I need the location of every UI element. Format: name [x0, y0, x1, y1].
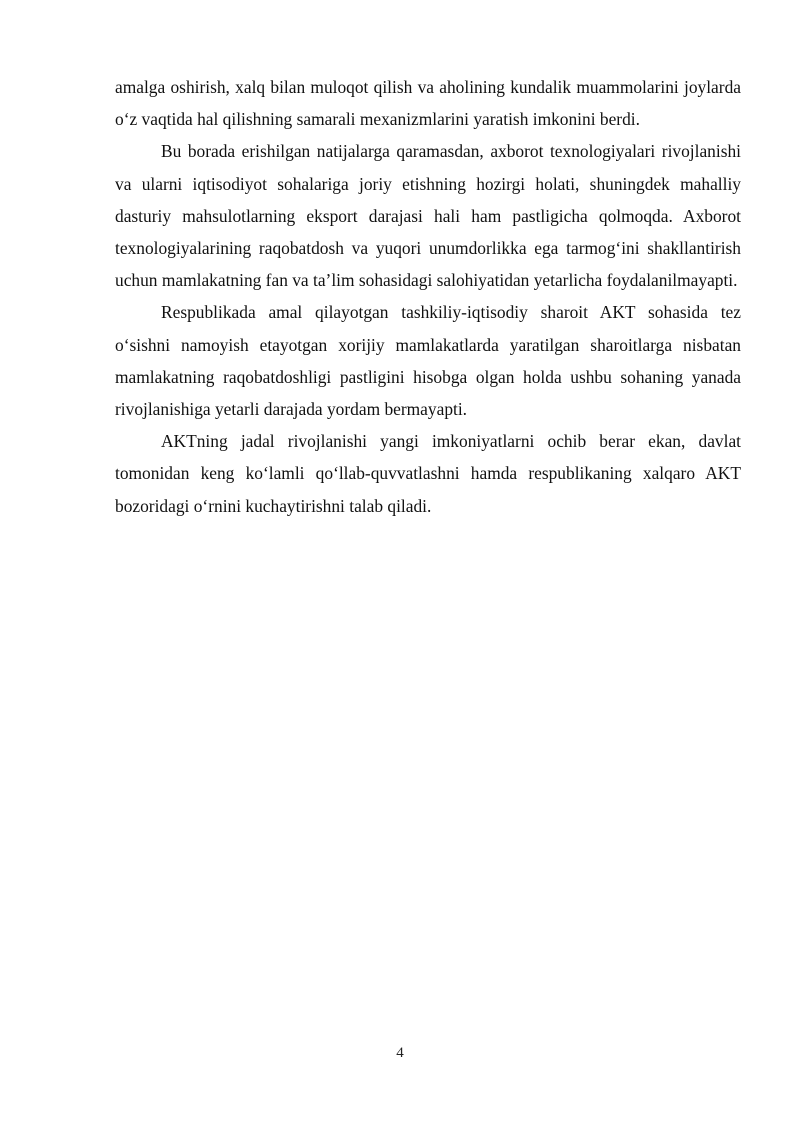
paragraph: AKTning jadal rivojlanishi yangi imkoniyatlarni ochib berar ekan, davlat tomonidan keng ko‘lamli qo‘llab-quvvatlashni hamda respublikaning xalqaro AKT bozoridagi o‘rnini kuchaytirishni talab qiladi.	[115, 431, 741, 516]
body-text	[115, 71, 741, 522]
page-number: 4	[396, 1045, 404, 1061]
paragraph: Respublikada amal qilayotgan tashkiliy-iqtisodiy sharoit AKT sohasida tez o‘sishni namoyish etayotgan xorijiy mamlakatlarda yaratilgan sharoitlarga nisbatan mamlakatning raqobatdoshligi pastligini hisobga olgan holda ushbu sohaning yanada rivojlanishiga yetarli darajada yordam bermayapti.	[115, 302, 741, 420]
paragraph: Bu borada erishilgan natijalarga qaramasdan, axborot texnologiyalari rivojlanishi va ularni iqtisodiyot sohalariga joriy etishning hozirgi holati, shuningdek mahalliy dasturiy mahsulotlarning eksport darajasi hali ham pastligicha qolmoqda. Axborot texnologiyalarining raqobatdosh va yuqori unumdorlikka ega tarmog‘ini shakllantirish uchun mamlakatning fan va ta’lim sohasidagi salohiyatidan yetarlicha foydalanilmayapti.	[115, 141, 741, 291]
paragraph-continuation: amalga oshirish, xalq bilan muloqot qilish va aholining kundalik muammolarini joylarda o‘z vaqtida hal qilishning samarali mexanizmlarini yaratish imkonini berdi.	[115, 77, 741, 130]
